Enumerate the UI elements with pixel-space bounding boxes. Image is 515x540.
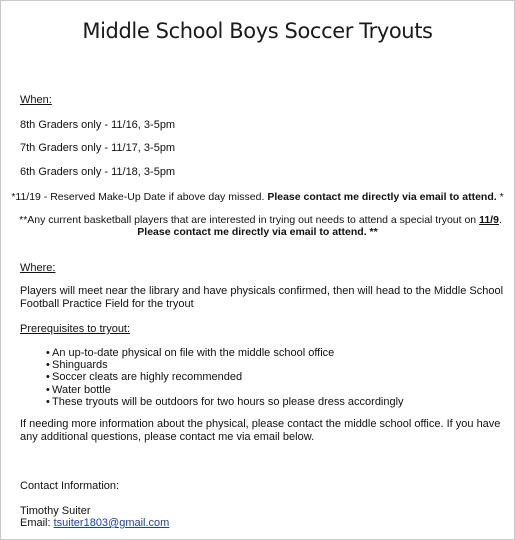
- bullet-icon: •: [46, 359, 50, 372]
- email-label: Email:: [20, 517, 51, 529]
- session-6th: 6th Graders only - 11/18, 3-5pm: [20, 166, 176, 178]
- more-info-line1: If needing more information about the physical, please contact the middle school office. If you have: [20, 418, 501, 430]
- basketball-note-text: **Any current basketball players that are interested in trying out needs to attend a special tryout on: [19, 214, 477, 226]
- session-7th: 7th Graders only - 11/17, 3-5pm: [20, 142, 176, 154]
- contact-heading: Contact Information:: [20, 480, 120, 492]
- bullet-icon: •: [46, 371, 50, 384]
- list-item: • Shinguards: [46, 359, 108, 372]
- prerequisites-heading: Prerequisites to tryout:: [20, 323, 131, 335]
- basketball-note-end: .: [498, 214, 502, 226]
- list-item: • Water bottle: [46, 383, 111, 396]
- bullet-icon: •: [46, 347, 50, 359]
- makeup-contact-text: Please contact me directly via email to attend.: [267, 191, 497, 203]
- basketball-note-line1: [3, 214, 515, 226]
- list-item: • An up-to-date physical on file with the middle school office: [46, 347, 335, 359]
- contact-name: Timothy Suiter: [20, 505, 91, 517]
- bullet-icon: •: [46, 395, 50, 408]
- where-line1: Players will meet near the library and have physicals confirmed, then will head to the Middle School: [20, 285, 504, 297]
- page-title: Middle School Boys Soccer Tryouts: [82, 19, 433, 43]
- where-heading: Where:: [20, 262, 56, 274]
- bullet-icon: •: [46, 383, 50, 396]
- basketball-tryout-date: 11/9: [479, 214, 499, 226]
- makeup-end: *: [499, 191, 504, 203]
- more-info-line2: any additional questions, please contact me via email below.: [20, 431, 315, 443]
- list-item: • These tryouts will be outdoors for two hours so please dress accordingly: [46, 395, 404, 408]
- session-8th: 8th Graders only - 11/16, 3-5pm: [20, 119, 176, 131]
- basketball-note-line2: Please contact me directly via email to attend. **: [137, 226, 378, 238]
- when-heading: When:: [20, 94, 52, 106]
- where-line2: Football Practice Field for the tryout: [20, 298, 194, 310]
- makeup-date-text: *11/19 - Reserved Make-Up Date if above day missed.: [11, 191, 265, 203]
- contact-email-row: [20, 517, 169, 529]
- list-item: • Soccer cleats are highly recommended: [46, 371, 243, 384]
- prerequisites-list: [46, 347, 404, 408]
- makeup-date-note: [0, 191, 515, 203]
- email-link[interactable]: tsuiter1803@gmail.com: [53, 517, 170, 529]
